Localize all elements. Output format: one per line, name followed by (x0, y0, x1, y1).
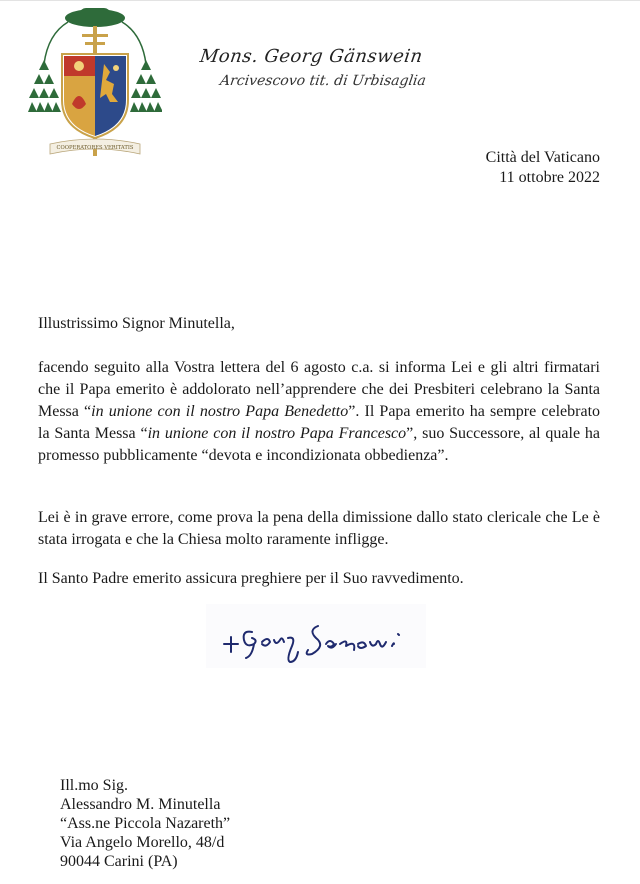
paragraph-2: Lei è in grave errore, come prova la pena della dimissione dallo stato clericale che Le è stata irrogata e che la Chiesa molto raramente infligge. (38, 509, 600, 548)
handwritten-signature (206, 604, 426, 668)
sender-title: Arcivescovo tit. di Urbisaglia (218, 73, 427, 89)
address-line-1: Ill.mo Sig. (60, 777, 129, 794)
salutation: Illustrissimo Signor Minutella, (38, 315, 235, 332)
paragraph-1: facendo seguito alla Vostra lettera del 6 agosto c.a. si informa Lei e gli altri firmatari che il Papa emerito è addolorato nell’apprendere che dei Presbiteri celebrano la Santa Messa “in unione con il nostro Papa Benedetto”. Il Papa emerito ha sempre celebrato la Santa Messa “in unione con il nostro Papa Francesco”, suo Successore, al quale ha promesso pubblicamente “devota e incondizionata obbedienza”. (38, 359, 601, 464)
coat-of-arms-motto: COOPERATORES VERITATIS (56, 145, 134, 151)
recipient-address (60, 776, 230, 871)
address-line-4: Via Angelo Morello, 48/d (60, 834, 225, 851)
place: Città del Vaticano (485, 149, 600, 166)
date: 11 ottobre 2022 (499, 169, 600, 186)
sender-name: Mons. Georg Gänswein (198, 46, 425, 67)
place-date (486, 148, 600, 188)
address-line-5: 90044 Carini (PA) (60, 853, 178, 870)
top-border (0, 0, 640, 1)
address-line-3: “Ass.ne Piccola Nazareth” (60, 815, 231, 832)
paragraph-3: Il Santo Padre emerito assicura preghiere per il Suo ravvedimento. (38, 570, 464, 587)
address-line-2: Alessandro M. Minutella (60, 796, 221, 813)
sender-heading (200, 46, 460, 89)
coat-of-arms (28, 4, 162, 170)
